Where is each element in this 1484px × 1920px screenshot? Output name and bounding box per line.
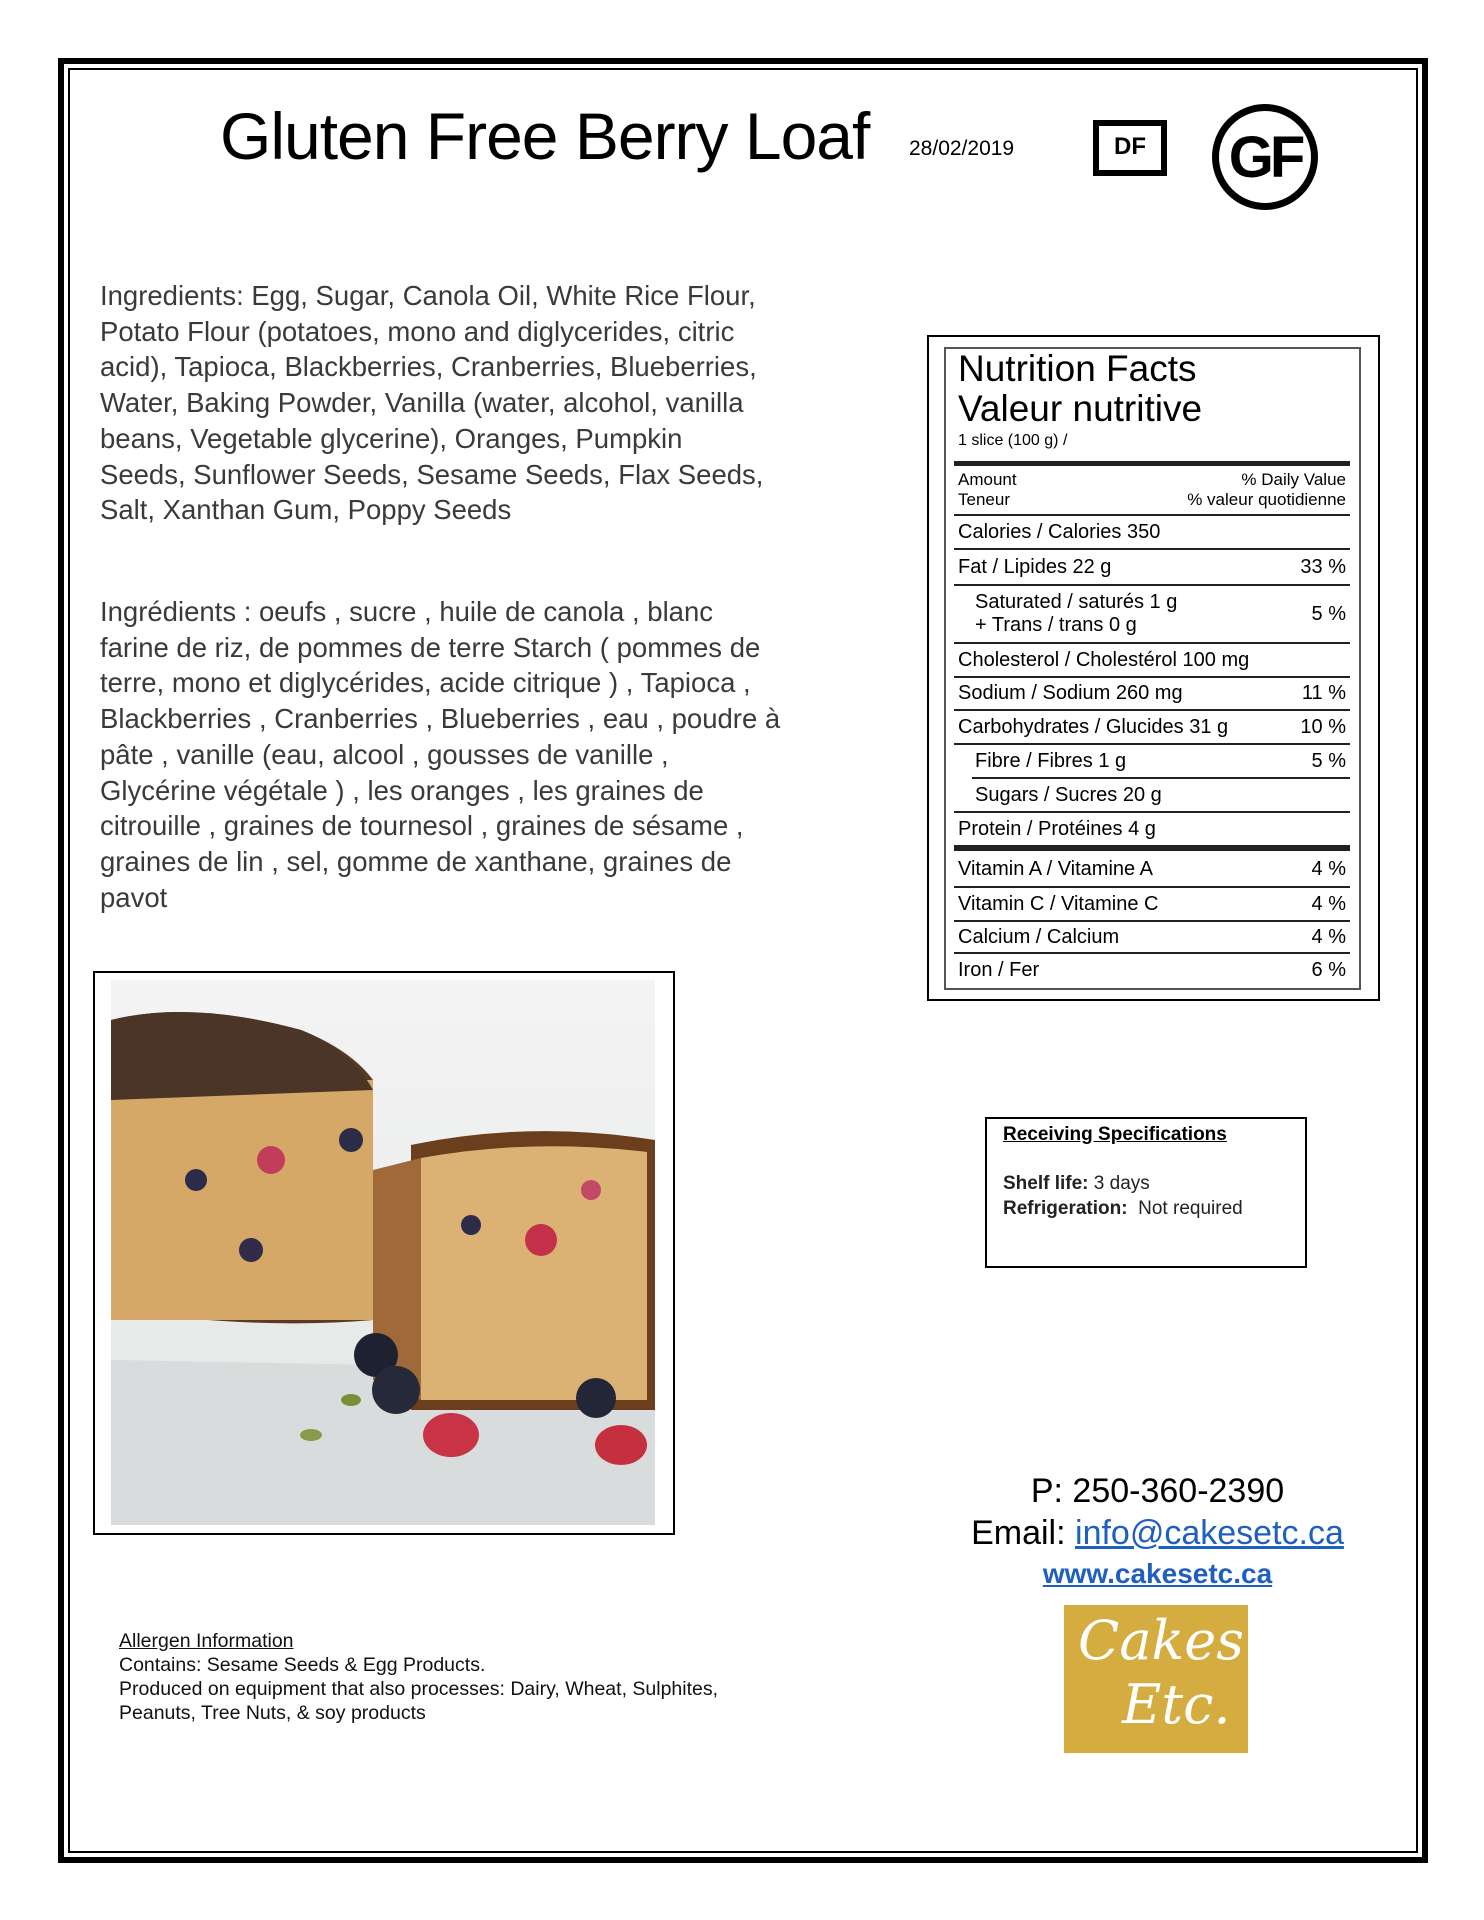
sodium-row — [958, 678, 1346, 709]
ingredient-line: farine de riz, de pommes de terre Starch ( pommes de — [100, 631, 761, 663]
fibre-dv: 5 % — [1311, 749, 1346, 772]
serving-size: 1 slice (100 g) / — [958, 432, 1068, 449]
logo-line-1: Cakes — [1078, 1609, 1244, 1672]
allergen-equipment-2: Peanuts, Tree Nuts, & soy products — [119, 1702, 426, 1724]
iron-dv: 6 % — [1311, 958, 1346, 981]
saturated-label: Saturated / saturés 1 g — [975, 591, 1178, 613]
amount-label: Amount — [958, 470, 1017, 489]
calcium-label: Calcium / Calcium — [958, 925, 1120, 948]
refrigeration-label: Refrigeration: — [1003, 1198, 1128, 1219]
vitamin-c-dv: 4 % — [1311, 892, 1346, 915]
trans-label: + Trans / trans 0 g — [975, 614, 1137, 636]
email-link[interactable]: info@cakesetc.ca — [1075, 1514, 1344, 1552]
ingredient-line: Seeds, Sunflower Seeds, Sesame Seeds, Flax Seeds, — [100, 458, 764, 490]
ingredient-line: terre, mono et diglycérides, acide citrique ) , Tapioca , — [100, 667, 751, 699]
nutrition-header-row — [958, 467, 1346, 513]
vitamin-c-row — [958, 888, 1346, 920]
shelf-life-label: Shelf life: — [1003, 1173, 1089, 1194]
cholesterol-row — [958, 644, 1346, 676]
fibre-row — [975, 745, 1346, 777]
shelf-life-value: 3 days — [1093, 1173, 1150, 1194]
ingredient-line: Glycérine végétale ) , les oranges , les graines de — [100, 774, 704, 806]
allergen-title: Allergen Information — [119, 1630, 294, 1652]
vitamin-a-row — [958, 852, 1346, 886]
ingredient-line: Potato Flour (potatoes, mono and diglycerides, citric — [100, 315, 735, 347]
fat-row — [958, 550, 1346, 584]
website-line — [930, 1558, 1385, 1590]
logo-line-2: Etc. — [1122, 1673, 1231, 1736]
ingredient-line: acid), Tapioca, Blackberries, Cranberries, Blueberries, — [100, 351, 757, 383]
ingredient-line: Blackberries , Cranberries , Blueberries , eau , poudre à — [100, 703, 781, 735]
ingredient-line: Salt, Xanthan Gum, Poppy Seeds — [100, 494, 512, 526]
dv-label-fr: % valeur quotidienne — [1187, 490, 1346, 509]
sodium-dv: 11 % — [1301, 682, 1346, 704]
fat-dv: 33 % — [1300, 555, 1346, 578]
dairy-free-badge-icon: DF — [1093, 120, 1167, 176]
vitamin-a-dv: 4 % — [1311, 857, 1346, 880]
calcium-dv: 4 % — [1311, 925, 1346, 948]
carbs-dv: 10 % — [1300, 715, 1346, 738]
vitamin-c-label: Vitamin C / Vitamine C — [958, 892, 1159, 915]
divider-thick — [954, 461, 1350, 466]
sodium-label: Sodium / Sodium 260 mg — [958, 682, 1183, 704]
fat-label: Fat / Lipides 22 g — [958, 555, 1112, 578]
calories-row — [958, 516, 1346, 548]
allergen-contains: Contains: Sesame Seeds & Egg Products. — [119, 1654, 486, 1676]
ingredient-line: graines de lin , sel, gomme de xanthane, graines de — [100, 845, 732, 877]
shelf-life — [1003, 1173, 1150, 1195]
ingredients-english — [100, 278, 763, 528]
cakes-etc-logo — [1064, 1605, 1248, 1753]
refrigeration-value: Not required — [1138, 1198, 1243, 1219]
saturated-row — [975, 586, 1346, 642]
date: 28/02/2019 — [909, 137, 1015, 160]
sugars-row — [975, 779, 1346, 811]
nutrition-title-en: Nutrition Facts — [958, 348, 1197, 389]
gluten-free-badge-icon: GF — [1212, 104, 1318, 210]
ingredient-line: Ingredients: Egg, Sugar, Canola Oil, White Rice Flour, — [100, 280, 756, 311]
ingredient-line: pâte , vanille (eau, alcool , gousses de vanille , — [100, 738, 669, 770]
saturated-dv: 5 % — [1311, 602, 1346, 625]
vitamin-a-label: Vitamin A / Vitamine A — [958, 857, 1153, 880]
calories: Calories / Calories 350 — [958, 520, 1161, 543]
protein: Protein / Protéines 4 g — [958, 817, 1156, 840]
carbs-label: Carbohydrates / Glucides 31 g — [958, 715, 1229, 738]
ingredient-line: pavot — [100, 881, 168, 913]
sugars: Sugars / Sucres 20 g — [975, 783, 1162, 806]
phone: P: 250-360-2390 — [1030, 1472, 1285, 1510]
iron-label: Iron / Fer — [958, 958, 1040, 981]
allergen-equipment: Produced on equipment that also processes: Dairy, Wheat, Sulphites, — [119, 1678, 719, 1700]
email-line — [930, 1514, 1385, 1553]
ingredient-line: Ingrédients : oeufs , sucre , huile de canola , blanc — [100, 596, 714, 627]
email-label: Email: — [971, 1514, 1076, 1552]
calcium-row — [958, 922, 1346, 952]
protein-row — [958, 813, 1346, 845]
refrigeration — [1003, 1198, 1243, 1220]
carbs-row — [958, 711, 1346, 743]
cholesterol: Cholesterol / Cholestérol 100 mg — [958, 648, 1250, 671]
ingredient-line: citrouille , graines de tournesol , graines de sésame , — [100, 810, 744, 842]
ingredients-french — [100, 594, 780, 915]
nutrition-title-fr: Valeur nutritive — [958, 388, 1203, 429]
fibre-label: Fibre / Fibres 1 g — [975, 749, 1127, 772]
product-title: Gluten Free Berry Loaf — [220, 99, 870, 173]
dv-label: % Daily Value — [1241, 470, 1346, 489]
ingredient-line: beans, Vegetable glycerine), Oranges, Pumpkin — [100, 422, 683, 454]
divider-thick — [954, 845, 1350, 851]
amount-label-fr: Teneur — [958, 490, 1010, 509]
website-link[interactable]: www.cakesetc.ca — [1042, 1558, 1273, 1589]
ingredient-line: Water, Baking Powder, Vanilla (water, alcohol, vanilla — [100, 387, 744, 419]
iron-row — [958, 954, 1346, 986]
product-photo — [111, 980, 655, 1525]
specs-title: Receiving Specifications — [1003, 1124, 1227, 1145]
